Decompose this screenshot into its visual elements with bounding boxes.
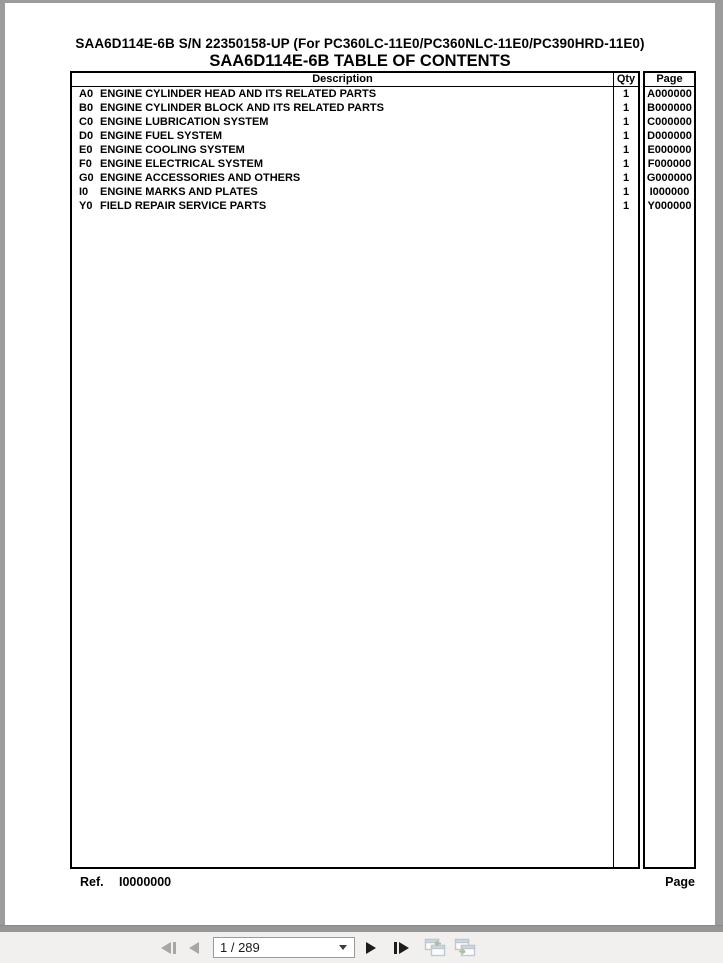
pdf-navigation-toolbar [0,932,723,963]
page-cell: I000000 [649,186,690,198]
page-toolbar-divider [0,925,723,932]
next-view-button[interactable] [452,932,478,963]
last-page-icon [394,942,397,954]
page-cell: C000000 [647,116,692,128]
table-row: D0 ENGINE FUEL SYSTEM [79,130,223,142]
last-page-icon [399,942,409,954]
qty-cell: 1 [622,116,630,128]
chevron-down-icon[interactable] [339,945,347,950]
page-cell: B000000 [647,102,692,114]
ref-label: Ref. [80,875,104,889]
qty-column [613,73,638,867]
page-cell: D000000 [647,130,692,142]
table-row: I0 ENGINE MARKS AND PLATES [79,186,258,198]
qty-cell: 1 [622,200,630,212]
first-page-icon [161,942,171,954]
next-page-icon [366,942,376,954]
qty-cell: 1 [622,186,630,198]
qty-cell: 1 [622,172,630,184]
qty-cell: 1 [622,88,630,100]
qty-cell: 1 [622,144,630,156]
table-row: F0 ENGINE ELECTRICAL SYSTEM [79,158,263,170]
table-row: E0 ENGINE COOLING SYSTEM [79,144,245,156]
page-column [643,71,696,869]
previous-page-icon [189,942,199,954]
next-view-icon [454,938,476,957]
document-title: SAA6D114E-6B S/N 22350158-UP (For PC360LC-11E0/PC360NLC-11E0/PC390HRD-11E0) [75,36,645,51]
previous-page-button[interactable] [185,932,203,963]
page-number-combobox[interactable] [213,937,355,958]
ref-value: I0000000 [119,875,172,889]
last-page-button[interactable] [388,932,414,963]
page-cell: A000000 [647,88,692,100]
page-title: SAA6D114E-6B TABLE OF CONTENTS [209,52,511,70]
table-row: G0 ENGINE ACCESSORIES AND OTHERS [79,172,301,184]
previous-view-icon [424,938,446,957]
next-page-button[interactable] [362,932,380,963]
page-cell: E000000 [647,144,692,156]
table-row: C0 ENGINE LUBRICATION SYSTEM [79,116,269,128]
footer-page-label: Page [665,875,695,889]
table-row: Y0 FIELD REPAIR SERVICE PARTS [79,200,267,212]
page-cell: F000000 [647,158,692,170]
previous-view-button[interactable] [422,932,448,963]
qty-header: Qty [614,73,638,87]
first-page-icon [173,942,176,954]
description-column [72,73,613,867]
qty-cell: 1 [622,102,630,114]
document-footer [5,875,715,893]
qty-cell: 1 [622,158,630,170]
table-row: B0 ENGINE CYLINDER BLOCK AND ITS RELATED PARTS [79,102,384,114]
first-page-button[interactable] [155,932,181,963]
page-indicator[interactable]: 1 / 289 [220,940,260,955]
page-cell: Y000000 [647,200,692,212]
table-row: A0 ENGINE CYLINDER HEAD AND ITS RELATED PARTS [79,88,377,100]
description-header: Description [72,73,613,87]
document-page [5,3,715,925]
page-cell: G000000 [646,172,693,184]
qty-cell: 1 [622,130,630,142]
page-header: Page [645,73,694,87]
contents-table [70,71,640,869]
